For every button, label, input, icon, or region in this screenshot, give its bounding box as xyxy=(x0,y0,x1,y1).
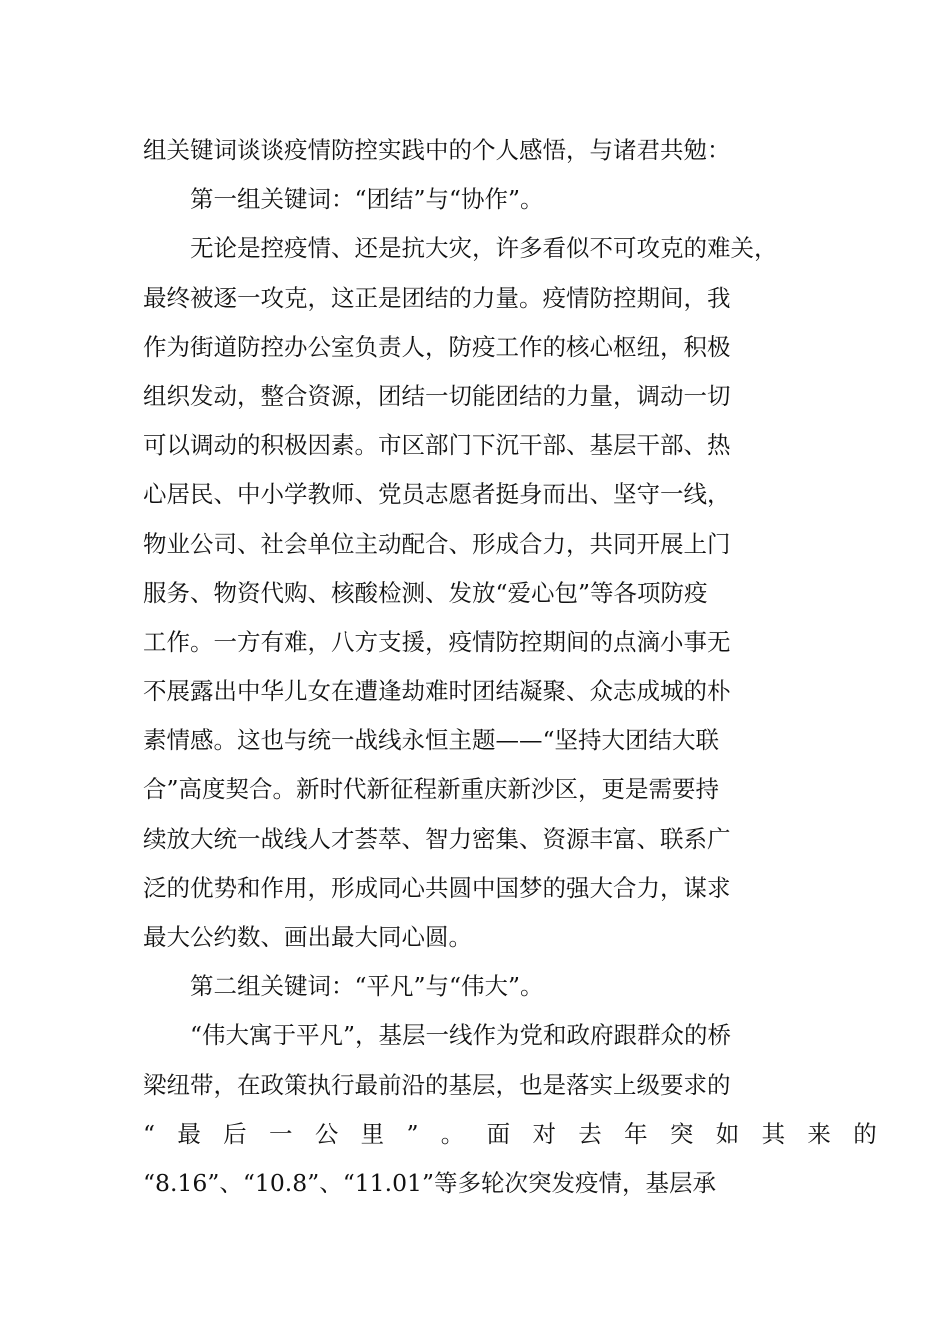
text-line: 服务、物资代购、核酸检测、发放“爱心包”等各项防疫 xyxy=(143,578,708,607)
text-line: 作为街道防控办公室负责人，防疫工作的核心枢纽，积极 xyxy=(143,332,731,361)
section-heading: 第二组关键词：“平凡”与“伟大”。 xyxy=(190,972,544,1001)
text-line: 最大公约数、画出最大同心圆。 xyxy=(143,923,472,951)
section-heading: 第一组关键词：“团结”与“协作”。 xyxy=(190,185,544,214)
text-line: 工作。一方有难，八方支援，疫情防控期间的点滴小事无 xyxy=(143,627,731,656)
text-line: 续放大统一战线人才荟萃、智力密集、资源丰富、联系广 xyxy=(143,824,731,853)
text-line: 心居民、中小学教师、党员志愿者挺身而出、坚守一线， xyxy=(143,480,731,509)
text-line: 最终被逐一攻克，这正是团结的力量。疫情防控期间，我 xyxy=(143,283,731,312)
text-line: 无论是控疫情、还是抗大灾，许多看似不可攻克的难关， xyxy=(190,234,778,263)
text-line: “最后一公里”。面对去年突如其来的 xyxy=(143,1119,900,1148)
text-line: 可以调动的积极因素。市区部门下沉干部、基层干部、热 xyxy=(143,431,731,460)
text-line: 梁纽带，在政策执行最前沿的基层，也是落实上级要求的 xyxy=(143,1070,731,1099)
text-line: 合”高度契合。新时代新征程新重庆新沙区，更是需要持 xyxy=(143,775,720,804)
text-line: 组关键词谈谈疫情防控实践中的个人感悟，与诸君共勉： xyxy=(143,136,731,164)
document-body xyxy=(143,126,900,1208)
text-line: 组织发动，整合资源，团结一切能团结的力量，调动一切 xyxy=(143,381,731,410)
text-line: 不展露出中华儿女在遭逢劫难时团结凝聚、众志成城的朴 xyxy=(143,677,731,706)
text-line: 素情感。这也与统一战线永恒主题——“坚持大团结大联 xyxy=(143,726,720,755)
text-line: “8.16”、“10.8”、“11.01”等多轮次突发疫情，基层承 xyxy=(143,1168,717,1197)
text-line: 物业公司、社会单位主动配合、形成合力，共同开展上门 xyxy=(143,529,731,558)
text-line: “伟大寓于平凡”，基层一线作为党和政府跟群众的桥 xyxy=(190,1021,732,1050)
text-line: 泛的优势和作用，形成同心共圆中国梦的强大合力，谋求 xyxy=(143,873,731,902)
